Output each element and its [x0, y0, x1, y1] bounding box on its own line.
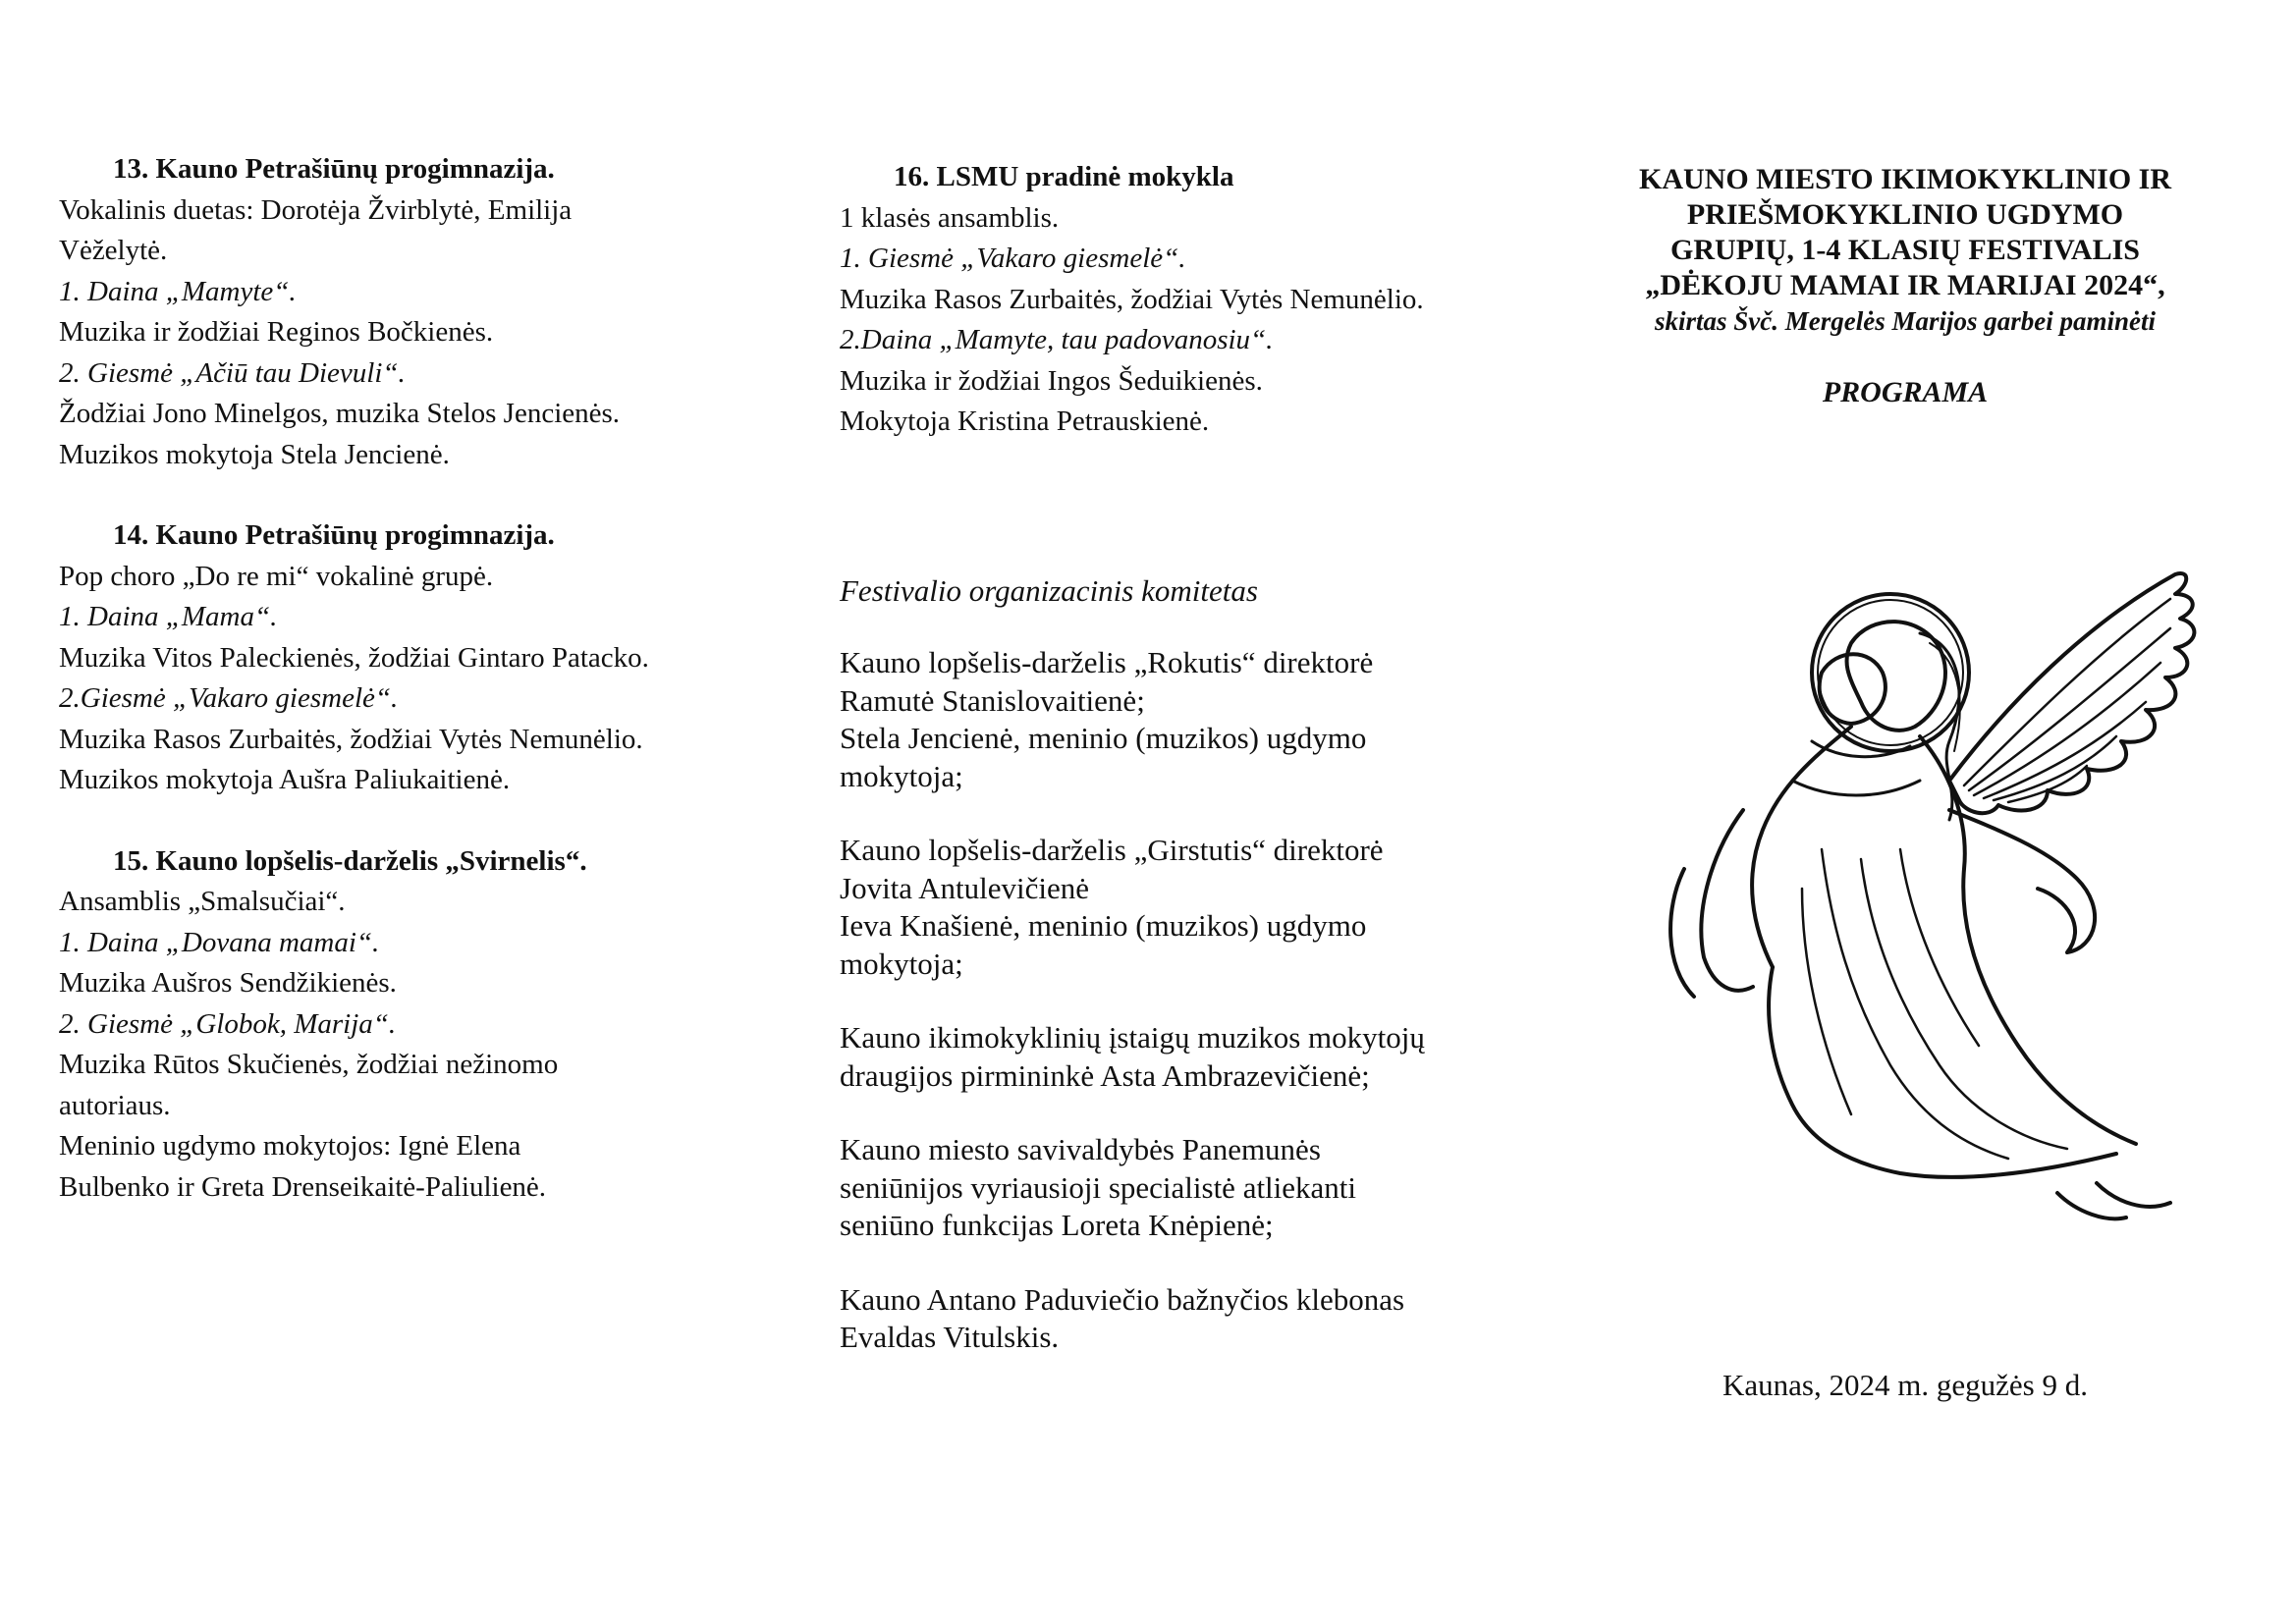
- left-column: [59, 149, 766, 1248]
- item-line: Vokalinis duetas: Dorotėja Žvirblytė, Emilija: [59, 193, 573, 226]
- item-heading: 14. Kauno Petrašiūnų progimnazija.: [113, 519, 555, 551]
- program-item-16: [840, 157, 1547, 443]
- song-credit: Muzika Rasos Zurbaitės, žodžiai Vytės Nemunėlio.: [59, 723, 643, 755]
- committee-line: Stela Jencienė, meninio (muzikos) ugdymo: [840, 721, 1367, 755]
- committee-line: Ieva Knašienė, meninio (muzikos) ugdymo: [840, 908, 1367, 943]
- song-title: 2.Giesmė „Vakaro giesmelė“.: [59, 682, 399, 714]
- place-and-date: Kaunas, 2024 m. gegužės 9 d.: [1722, 1368, 2088, 1402]
- program-item-13: [59, 149, 766, 475]
- song-title: 2. Giesmė „Ačiū tau Dievuli“.: [59, 356, 406, 389]
- song-title: 1. Giesmė „Vakaro giesmelė“.: [840, 243, 1186, 274]
- teacher-line: Meninio ugdymo mokytojos: Ignė Elena: [59, 1130, 521, 1162]
- committee-member: [840, 1131, 1547, 1245]
- committee-member: [840, 644, 1547, 795]
- song-credit: Muzika Vitos Paleckienės, žodžiai Gintaro Patacko.: [59, 641, 649, 674]
- item-heading: 15. Kauno lopšelis-darželis „Svirnelis“.: [113, 844, 587, 877]
- song-title: 2.Daina „Mamyte, tau padovanosiu“.: [840, 324, 1274, 355]
- committee-line: seniūnijos vyriausioji specialistė atliekanti: [840, 1169, 1357, 1205]
- committee-line: Ramutė Stanislovaitienė;: [840, 682, 1145, 718]
- item-line: Ansamblis „Smalsučiai“.: [59, 886, 346, 917]
- festival-title-line: GRUPIŲ, 1-4 KLASIŲ FESTIVALIS: [1670, 234, 2140, 266]
- angel-with-child-illustration: [1625, 555, 2214, 1242]
- song-credit: Muzika ir žodžiai Ingos Šeduikienės.: [840, 364, 1263, 397]
- committee-line: Evaldas Vitulskis.: [840, 1320, 1060, 1354]
- song-credit: Muzika ir žodžiai Reginos Bočkienės.: [59, 316, 494, 348]
- committee-line: Kauno lopšelis-darželis „Rokutis“ direktorė: [840, 645, 1374, 679]
- teacher-line: Muzikos mokytoja Stela Jencienė.: [59, 438, 450, 470]
- committee-line: draugijos pirmininkė Asta Ambrazevičienė;: [840, 1057, 1370, 1093]
- program-heading: PROGRAMA: [1822, 376, 1989, 408]
- song-credit: Muzika Aušros Sendžikienės.: [59, 967, 397, 999]
- item-heading: 16. LSMU pradinė mokykla: [894, 161, 1234, 192]
- teacher-line: Muzikos mokytoja Aušra Paliukaitienė.: [59, 764, 511, 795]
- middle-column: [840, 157, 1547, 1393]
- committee-member: [840, 832, 1547, 983]
- committee-title: Festivalio organizacinis komitetas: [840, 572, 1258, 608]
- committee-line: Kauno miesto savivaldybės Panemunės: [840, 1132, 1321, 1166]
- committee-line: mokytoja;: [840, 946, 963, 981]
- committee-member: [840, 1019, 1547, 1095]
- committee-line: Kauno ikimokyklinių įstaigų muzikos mokytojų: [840, 1020, 1425, 1055]
- festival-title-line: PRIEŠMOKYKLINIO UGDYMO: [1686, 198, 2124, 231]
- committee-line: Kauno lopšelis-darželis „Girstutis“ direktorė: [840, 833, 1384, 867]
- song-credit: Muzika Rūtos Skučienės, žodžiai nežinomo: [59, 1049, 559, 1080]
- cover-title-block: [1586, 162, 2224, 409]
- song-credit: autoriaus.: [59, 1089, 171, 1121]
- committee-line: Kauno Antano Paduviečio bažnyčios klebonas: [840, 1281, 1405, 1317]
- item-line: 1 klasės ansamblis.: [840, 201, 1060, 234]
- item-line: Pop choro „Do re mi“ vokalinė grupė.: [59, 560, 494, 592]
- festival-subtitle: skirtas Švč. Mergelės Marijos garbei paminėti: [1654, 306, 2156, 336]
- teacher-line: Bulbenko ir Greta Drenseikaitė-Paliulienė.: [59, 1170, 547, 1203]
- committee-line: mokytoja;: [840, 758, 963, 793]
- teacher-line: Mokytoja Kristina Petrauskienė.: [840, 406, 1210, 437]
- song-credit: Žodžiai Jono Minelgos, muzika Stelos Jencienės.: [59, 398, 621, 429]
- committee-member: [840, 1281, 1547, 1357]
- program-item-15: [59, 841, 766, 1209]
- festival-title-line: „DĖKOJU MAMAI IR MARIJAI 2024“,: [1645, 269, 2165, 301]
- festival-title-line: KAUNO MIESTO IKIMOKYKLINIO IR: [1638, 163, 2172, 195]
- song-title: 1. Daina „Mama“.: [59, 601, 278, 632]
- committee-line: Jovita Antulevičienė: [840, 870, 1089, 905]
- song-title: 1. Daina „Dovana mamai“.: [59, 926, 380, 958]
- program-item-14: [59, 515, 766, 801]
- song-title: 2. Giesmė „Globok, Marija“.: [59, 1007, 397, 1040]
- song-credit: Muzika Rasos Zurbaitės, žodžiai Vytės Nemunėlio.: [840, 283, 1424, 315]
- song-title: 1. Daina „Mamyte“.: [59, 275, 297, 307]
- item-line: Vėželytė.: [59, 235, 168, 266]
- committee-line: seniūno funkcijas Loreta Knėpienė;: [840, 1208, 1274, 1242]
- item-heading: 13. Kauno Petrašiūnų progimnazija.: [113, 153, 555, 185]
